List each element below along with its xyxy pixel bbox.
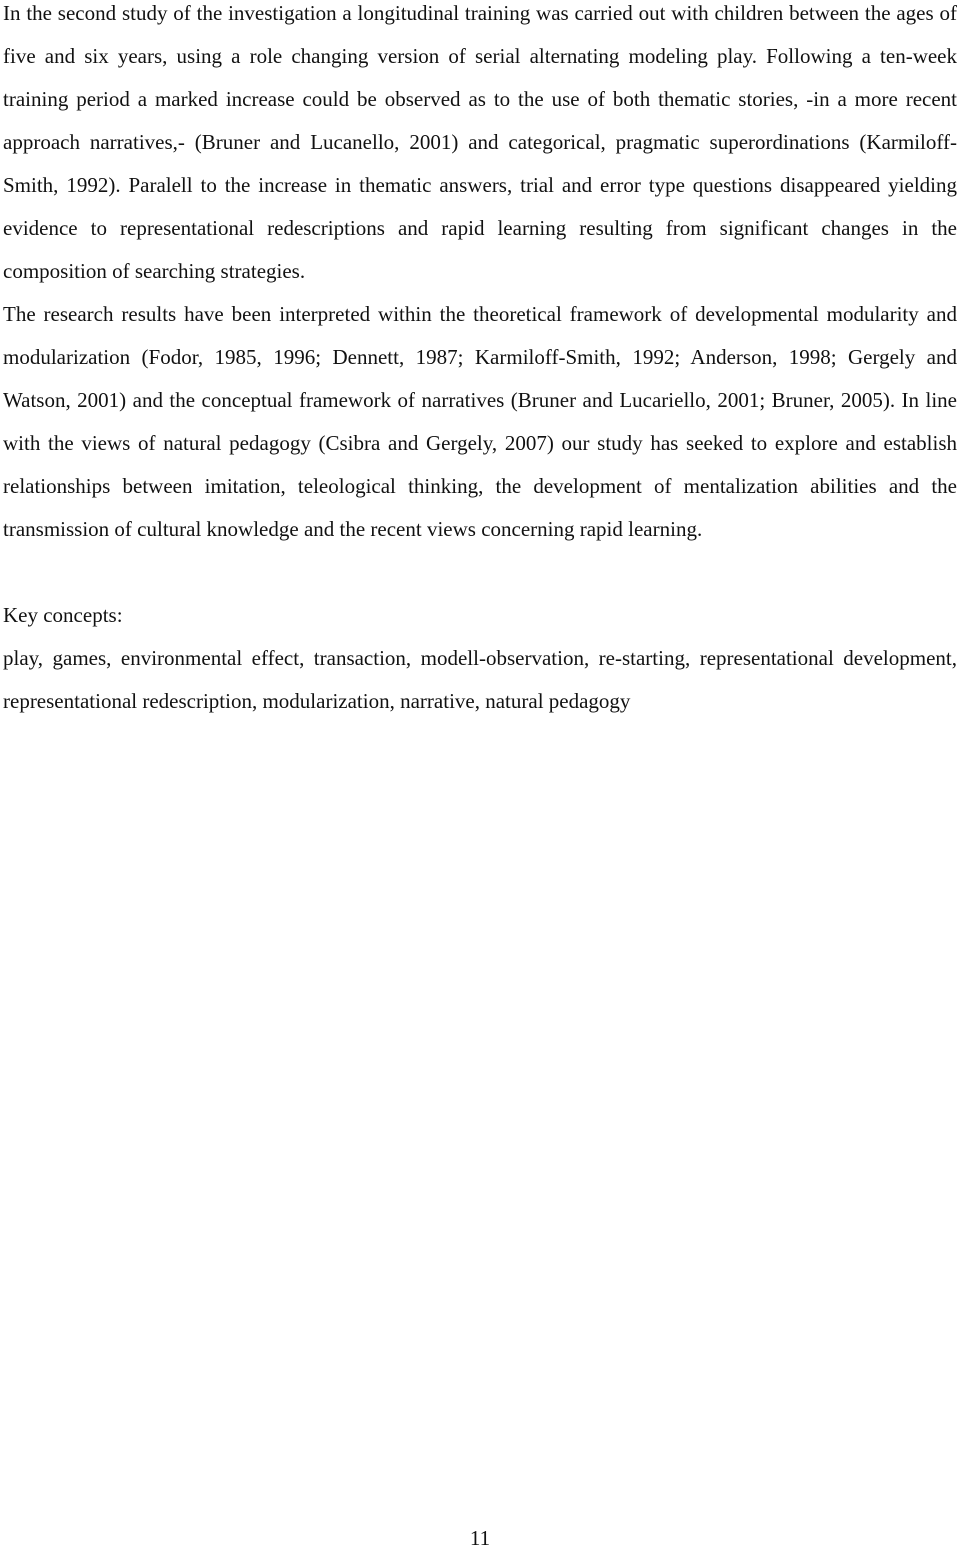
- body-paragraph-1: In the second study of the investigation a longitudinal training was carried out with children between the ages of five and six years, using a role changing version of serial alternating modeling play. Following a ten-week training period a marked increase could be observed as to the use of both thematic stories, -in a more recent approach narratives,- (Bruner and Lucanello, 2001) and categorical, pragmatic superordinations (Karmiloff-Smith, 1992). Paralell to the increase in thematic answers, trial and error type questions disappeared yielding evidence to representational redescriptions and rapid learning resulting from significant changes in the composition of searching strategies.: [3, 1, 957, 283]
- key-concepts-list: play, games, environmental effect, transaction, modell-observation, re-starting, representational development, representational redescription, modularization, narrative, natural pedagogy: [3, 646, 957, 713]
- paragraph-spacer: [3, 551, 957, 594]
- document-page: [3, 0, 957, 723]
- page-number: 11: [469, 1526, 491, 1550]
- key-concepts-heading: Key concepts:: [3, 603, 123, 627]
- body-paragraph-2: The research results have been interpreted within the theoretical framework of developmental modularity and modularization (Fodor, 1985, 1996; Dennett, 1987; Karmiloff-Smith, 1992; Anderson, 1998; Gergely and Watson, 2001) and the conceptual framework of narratives (Bruner and Lucariello, 2001; Bruner, 2005). In line with the views of natural pedagogy (Csibra and Gergely, 2007) our study has seeked to explore and establish relationships between imitation, teleological thinking, the development of mentalization abilities and the transmission of cultural knowledge and the recent views concerning rapid learning.: [3, 302, 957, 541]
